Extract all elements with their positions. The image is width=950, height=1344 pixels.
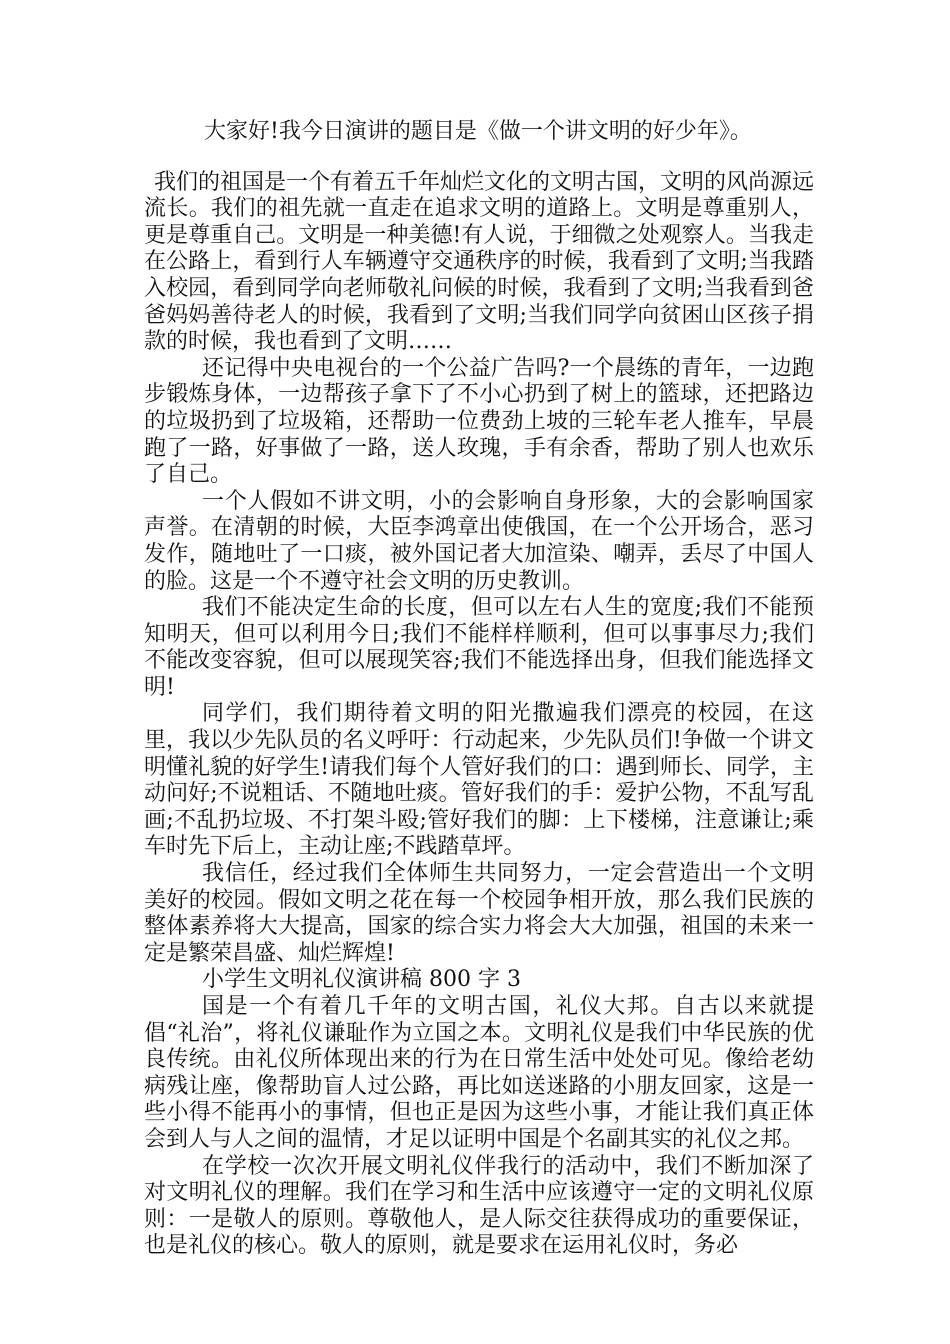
- section-paragraph-2: 在学校一次次开展文明礼仪伴我行的活动中，我们不断加深了对文明礼仪的理解。我们在学习和生活中应该遵守一定的文明礼仪原则：一是敬人的原则。尊敬他人，是人际交往获得成功的重要保证，也是礼仪的核心。敬人的原则，就是要求在运用礼仪时，务必: [144, 1153, 814, 1259]
- opening-line: 大家好!我今日演讲的题目是《做一个讲文明的好少年》。: [204, 119, 752, 144]
- paragraph-3: 一个人假如不讲文明，小的会影响自身形象，大的会影响国家声誉。在清朝的时候，大臣李鸿章出使俄国，在一个公开场合，恶习发作，随地吐了一口痰，被外国记者大加渲染、嘲弄，丢尽了中国人的脸。这是一个不遵守社会文明的历史教训。: [144, 488, 814, 594]
- section-paragraph-1: 国是一个有着几千年的文明古国，礼仪大邦。自古以来就提倡“礼治”，将礼仪谦耻作为立国之本。文明礼仪是我们中华民族的优良传统。由礼仪所体现出来的行为在日常生活中处处可见。像给老幼病残让座，像帮助盲人过公路，再比如送迷路的小朋友回家，这是一些小得不能再小的事情，但也正是因为这些小事，才能让我们真正体会到人与人之间的温情，才足以证明中国是个名副其实的礼仪之邦。: [144, 994, 814, 1152]
- document-body: [144, 119, 814, 1260]
- paragraph-5: 同学们，我们期待着文明的阳光撒遍我们漂亮的校园，在这里，我以少先队员的名义呼吁：行动起来，少先队员们!争做一个讲文明懂礼貌的好学生!请我们每个人管好我们的口：遇到师长、同学，主动问好;不说粗话、不随地吐痰。管好我们的手：爱护公物，不乱写乱画;不乱扔垃圾、不打架斗殴;管好我们的脚：上下楼梯，注意谦让;乘车时先下后上，主动让座;不践踏草坪。: [144, 701, 814, 860]
- paragraph-4: 我们不能决定生命的长度，但可以左右人生的宽度;我们不能预知明天，但可以利用今日;我们不能样样顺利，但可以事事尽力;我们不能改变容貌，但可以展现笑容;我们不能选择出身，但我们能选择文明!: [144, 595, 814, 700]
- paragraph-1: 我们的祖国是一个有着五千年灿烂文化的文明古国，文明的风尚源远流长。我们的祖先就一直走在追求文明的道路上。文明是尊重别人，更是尊重自己。文明是一种美德!有人说，于细微之处观察人。当我走在公路上，看到行人车辆遵守交通秩序的时候，我看到了文明;当我踏入校园，看到同学向老师敬礼问候的时候，我看到了文明;当我看到爸爸妈妈善待老人的时候，我看到了文明;当我们同学向贫困山区孩子捐款的时候，我也看到了文明……: [144, 169, 815, 355]
- paragraph-gap: [144, 146, 814, 170]
- section-heading: 小学生文明礼仪演讲稿 800 字 3: [202, 967, 521, 993]
- paragraph-2: 还记得中央电视台的一个公益广告吗?一个晨练的青年，一边跑步锻炼身体，一边帮孩子拿下了不小心扔到了树上的篮球，还把路边的垃圾扔到了垃圾箱，还帮助一位费劲上坡的三轮车老人推车，早晨跑了一路，好事做了一路，送人玫瑰，手有余香，帮助了别人也欢乐了自己。: [144, 355, 814, 488]
- paragraph-6: 我信任，经过我们全体师生共同努力，一定会营造出一个文明美好的校园。假如文明之花在每一个校园争相开放，那么我们民族的整体素养将大大提高，国家的综合实力将会大大加强，祖国的未来一定是繁荣昌盛、灿烂辉煌!: [144, 861, 814, 966]
